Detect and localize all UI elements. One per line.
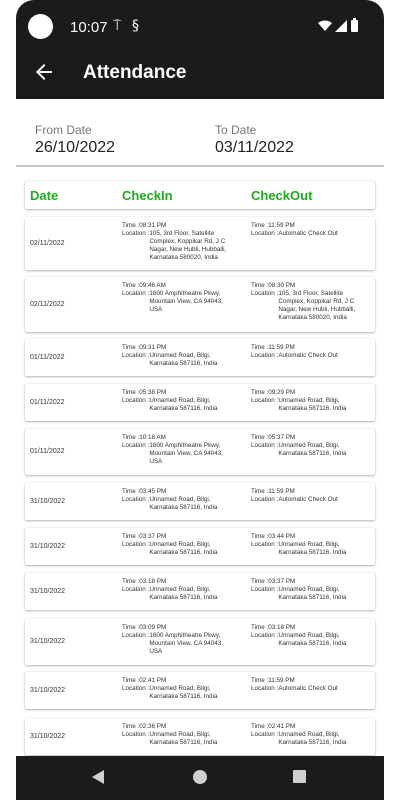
time-key: Time :: [251, 344, 269, 351]
row-date: 01/11/2022: [30, 398, 65, 406]
table-row[interactable]: [25, 619, 375, 665]
checkin-location: Unnamed Road, Bilgi, Karnataka 587116, India: [149, 685, 218, 700]
location-key: Location :: [251, 685, 279, 692]
checkout-location: Unnamed Road, Bilgi, Karnataka 587116, India: [278, 632, 347, 647]
checkout-location: Unnamed Road, Bilgi, Karnataka 587116, India: [278, 442, 347, 457]
location-key: Location :: [122, 586, 150, 593]
checkin-location: Unnamed Road, Bilgi, Karnataka 587116, India: [149, 352, 218, 367]
time-key: Time :: [122, 624, 140, 631]
time-key: Time :: [251, 282, 269, 289]
row-date: 01/11/2022: [30, 353, 65, 361]
time-key: Time :: [122, 677, 140, 684]
camera-cutout: [28, 14, 53, 39]
nav-back-icon[interactable]: [92, 770, 104, 784]
checkin-cell: [122, 533, 234, 557]
row-date: 31/10/2022: [30, 732, 66, 740]
page-title: Attendance: [83, 62, 187, 83]
checkin-location: Unnamed Road, Bilgi, Karnataka 587116, India: [149, 541, 218, 556]
row-date: 31/10/2022: [30, 497, 66, 505]
checkin-time: 08:31 PM: [139, 222, 167, 229]
location-key: Location :: [251, 230, 279, 237]
location-key: Location :: [251, 541, 279, 548]
back-arrow-icon[interactable]: [32, 60, 56, 84]
header-checkout: CheckOut: [251, 188, 313, 203]
checkin-time: 10:18 AM: [139, 434, 166, 441]
checkout-location: Automatic Check Out: [278, 685, 338, 692]
row-date: 01/11/2022: [30, 448, 65, 455]
checkin-cell: [122, 282, 234, 314]
checkout-time: 11:59 PM: [268, 344, 295, 351]
time-key: Time :: [251, 723, 269, 730]
time-key: Time :: [251, 389, 269, 396]
checkout-cell: [251, 282, 369, 322]
location-key: Location :: [122, 230, 150, 237]
checkout-cell: [251, 344, 369, 360]
checkout-location: Automatic Check Out: [278, 496, 338, 503]
app-bar: [16, 0, 384, 99]
table-row[interactable]: [25, 672, 375, 709]
time-key: Time :: [122, 222, 140, 229]
checkin-location: 1600 Amphitheatre Pkwy, Mountain View, CA 94043, USA: [149, 442, 224, 465]
location-key: Location :: [122, 290, 150, 297]
frame-right: [384, 0, 400, 800]
checkout-cell: [251, 624, 369, 648]
checkout-time: 08:30 PM: [268, 282, 296, 289]
location-key: Location :: [122, 632, 150, 639]
to-date-value[interactable]: 03/11/2022: [215, 139, 294, 156]
checkout-cell: [251, 389, 369, 413]
checkout-cell: [251, 723, 369, 747]
checkin-time: 05:38 PM: [139, 389, 167, 396]
signal-icon: [335, 20, 347, 32]
checkout-time: 11:59 PM: [268, 488, 295, 495]
frame-left: [0, 0, 16, 800]
location-key: Location :: [251, 632, 279, 639]
checkin-cell: [122, 723, 234, 747]
row-date: 02/11/2022: [30, 239, 65, 247]
checkin-location: Unnamed Road, Bilgi, Karnataka 587116, India: [149, 496, 218, 511]
status-bar: [16, 0, 384, 56]
checkin-cell: [122, 222, 234, 262]
checkout-time: 03:37 PM: [268, 578, 296, 585]
location-key: Location :: [251, 397, 279, 404]
location-key: Location :: [251, 586, 279, 593]
checkin-location: 105, 3rd Floor, Satellite Complex, Koppikar Rd, J C Nagar, New Hubli, Hubballi, Karnataka 580020, India: [149, 230, 227, 261]
location-key: Location :: [251, 442, 279, 449]
table-row[interactable]: [25, 277, 375, 332]
checkout-location: Unnamed Road, Bilgi, Karnataka 587116, India: [278, 586, 347, 601]
checkout-location: Unnamed Road, Bilgi, Karnataka 587116, India: [278, 397, 347, 412]
checkout-location: Automatic Check Out: [278, 352, 338, 359]
to-date-label: To Date: [215, 123, 257, 137]
location-key: Location :: [122, 541, 150, 548]
time-key: Time :: [251, 624, 269, 631]
table-row[interactable]: [25, 429, 375, 475]
checkout-time: 09:29 PM: [268, 389, 296, 396]
app-notification-icon-2: §: [132, 18, 139, 34]
time-key: Time :: [122, 282, 140, 289]
table-row[interactable]: [25, 573, 375, 610]
row-date: 31/10/2022: [30, 686, 66, 694]
time-key: Time :: [251, 677, 269, 684]
battery-icon: [351, 18, 358, 32]
checkin-cell: [122, 488, 234, 512]
location-key: Location :: [122, 352, 150, 359]
checkin-cell: [122, 434, 234, 466]
time-key: Time :: [122, 488, 140, 495]
checkin-cell: [122, 344, 234, 368]
location-key: Location :: [251, 731, 279, 738]
location-key: Location :: [122, 397, 150, 404]
table-row[interactable]: [25, 339, 375, 376]
time-key: Time :: [122, 578, 140, 585]
app-notification-icon: ⍑: [113, 18, 122, 34]
location-key: Location :: [122, 731, 150, 738]
checkout-time: 02:41 PM: [268, 723, 296, 730]
time-key: Time :: [122, 434, 140, 441]
row-date: 31/10/2022: [30, 587, 66, 595]
nav-recents-icon[interactable]: [293, 770, 306, 783]
location-key: Location :: [251, 352, 279, 359]
location-key: Location :: [122, 442, 150, 449]
location-key: Location :: [251, 496, 279, 503]
checkin-time: 09:31 PM: [139, 344, 167, 351]
time-key: Time :: [251, 434, 269, 441]
from-date-value[interactable]: 26/10/2022: [35, 139, 116, 156]
time-key: Time :: [251, 578, 269, 585]
checkout-location: 105, 3rd Floor, Satellite Complex, Koppikar Rd, J C Nagar, New Hubli, Hubballi, Karnataka 580020, India: [278, 290, 356, 321]
checkout-cell: [251, 222, 369, 238]
checkout-time: 03:44 PM: [268, 533, 296, 540]
checkin-time: 03:18 PM: [139, 578, 167, 585]
table-header: [25, 181, 375, 209]
table-row[interactable]: [25, 483, 375, 520]
from-date-label: From Date: [35, 123, 92, 137]
nav-home-icon[interactable]: [193, 770, 207, 784]
checkin-cell: [122, 578, 234, 602]
row-date: 02/11/2022: [30, 300, 65, 308]
checkin-location: Unnamed Road, Bilgi, Karnataka 587116, India: [149, 731, 218, 746]
checkin-cell: [122, 677, 234, 701]
checkin-cell: [122, 624, 234, 656]
checkin-location: Unnamed Road, Bilgi, Karnataka 587116, India: [149, 586, 218, 601]
checkin-time: 03:45 PM: [139, 488, 167, 495]
checkin-time: 02:36 PM: [139, 723, 167, 730]
wifi-icon: [318, 20, 332, 32]
checkin-location: Unnamed Road, Bilgi, Karnataka 587116, India: [149, 397, 218, 412]
checkout-time: 11:59 PM: [268, 677, 295, 684]
header-checkin: CheckIn: [122, 188, 173, 203]
location-key: Location :: [251, 290, 279, 297]
checkout-location: Unnamed Road, Bilgi, Karnataka 587116, India: [278, 541, 347, 556]
time-key: Time :: [251, 533, 269, 540]
checkin-cell: [122, 389, 234, 413]
row-date: 31/10/2022: [30, 638, 66, 645]
row-date: 31/10/2022: [30, 542, 66, 550]
location-key: Location :: [122, 685, 150, 692]
time-key: Time :: [251, 488, 269, 495]
checkout-time: 05:37 PM: [268, 434, 296, 441]
location-key: Location :: [122, 496, 150, 503]
checkout-time: 03:18 PM: [268, 624, 296, 631]
checkin-time: 03:09 PM: [139, 624, 167, 631]
time-key: Time :: [122, 723, 140, 730]
time-key: Time :: [251, 222, 269, 229]
system-nav-bar: [16, 756, 384, 800]
attendance-list[interactable]: [16, 167, 384, 756]
table-row[interactable]: [25, 217, 375, 270]
status-time: 10:07: [70, 19, 108, 36]
checkout-time: 11:59 PM: [268, 222, 295, 229]
time-key: Time :: [122, 344, 140, 351]
checkout-location: Automatic Check Out: [278, 230, 338, 237]
checkin-location: 1600 Amphitheatre Pkwy, Mountain View, CA 94043, USA: [149, 632, 224, 655]
time-key: Time :: [122, 533, 140, 540]
checkout-location: Unnamed Road, Bilgi, Karnataka 587116, India: [278, 731, 347, 746]
checkout-cell: [251, 488, 369, 504]
checkout-cell: [251, 677, 369, 693]
checkout-cell: [251, 434, 369, 458]
checkin-time: 03:37 PM: [139, 533, 167, 540]
table-row[interactable]: [25, 718, 375, 755]
checkout-cell: [251, 533, 369, 557]
date-range: [16, 99, 384, 167]
table-row[interactable]: [25, 528, 375, 565]
checkin-time: 09:46 AM: [139, 282, 166, 289]
checkout-cell: [251, 578, 369, 602]
time-key: Time :: [122, 389, 140, 396]
checkin-location: 1600 Amphitheatre Pkwy, Mountain View, CA 94043, USA: [149, 290, 224, 313]
checkin-time: 02:41 PM: [139, 677, 167, 684]
table-row[interactable]: [25, 384, 375, 421]
header-date: Date: [30, 188, 59, 203]
